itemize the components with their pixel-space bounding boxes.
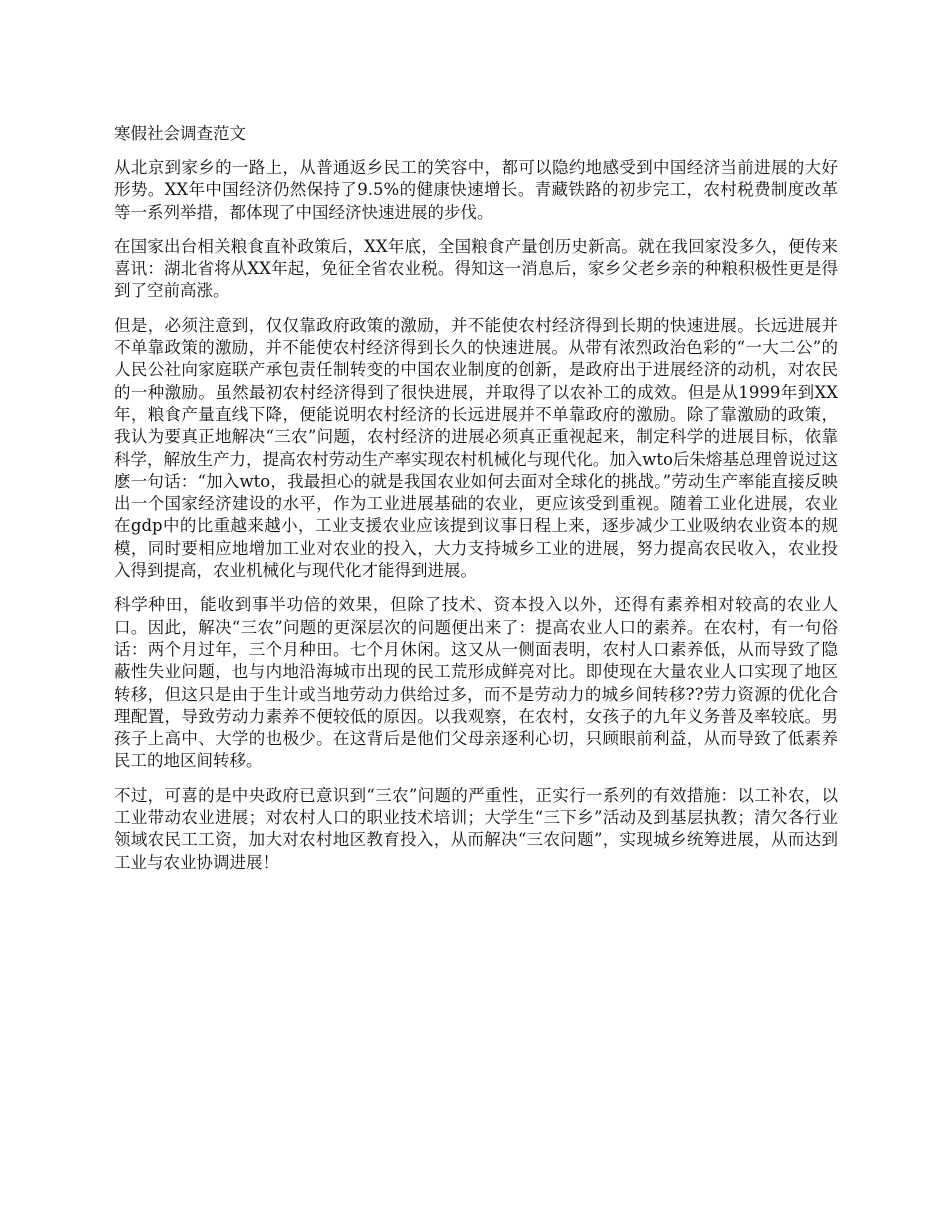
document-title: 寒假社会调查范文 [114, 124, 246, 143]
paragraph-5: 不过，可喜的是中央政府已意识到“三农”问题的严重性，正实行一系列的有效措施：以工补农，以工业带动农业进展；对农村人口的职业技术培训；大学生“三下乡”活动及到基层执教；清欠各行业领域农民工工资，加大对农村地区教育投入，从而解决“三农问题”，实现城乡统筹进展，从而达到工业与农业协调进展！ [114, 785, 838, 872]
paragraph-1: 从北京到家乡的一路上，从普通返乡民工的笑容中，都可以隐约地感受到中国经济当前进展的大好形势。XX年中国经济仍然保持了9.5%的健康快速增长。青藏铁路的初步完工，农村税费制度改革等一系列举措，都体现了中国经济快速进展的步伐。 [114, 158, 838, 222]
paragraph-2: 在国家出台相关粮食直补政策后，XX年底，全国粮食产量创历史新高。就在我回家没多久，便传来喜讯：湖北省将从XX年起，免征全省农业税。得知这一消息后，家乡父老乡亲的种粮积极性更是得到了空前高涨。 [114, 236, 838, 301]
paragraph-3: 但是，必须注意到，仅仅靠政府政策的激励，并不能使农村经济得到长期的快速进展。长远进展并不单靠政策的激励，并不能使农村经济得到长久的快速进展。从带有浓烈政治色彩的“一大二公”的人民公社向家庭联产承包责任制转变的中国农业制度的创新，是政府出于进展经济的动机，对农民的一种激励。虽然最初农村经济得到了很快进展，并取得了以农补工的成效。但是从1999年到XX年，粮食产量直线下降，便能说明农村经济的长远进展并不单靠政府的激励。除了靠激励的政策，我认为要真正地解决“三农”问题，农村经济的进展必须真正重视起来，制定科学的进展目标，依靠科学，解放生产力，提高农村劳动生产率实现农村机械化与现代化。加入wto后朱熔基总理曾说过这麽一句话：“加入wto，我最担心的就是我国农业如何去面对全球化的挑战。”劳动生产率能直接反映出一个国家经济建设的水平，作为工业进展基础的农业，更应该受到重视。随着工业化进展，农业在gdp中的比重越来越小，工业支援农业应该提到议事日程上来，逐步减少工业吸纳农业资本的规模，同时要相应地增加工业对农业的投入，大力支持城乡工业的进展，努力提高农民收入，农业投入得到提高，农业机械化与现代化才能得到进展。 [114, 315, 838, 581]
paragraph-4: 科学种田，能收到事半功倍的效果，但除了技术、资本投入以外，还得有素养相对较高的农业人口。因此，解决“三农”问题的更深层次的问题便出来了：提高农业人口的素养。在农村，有一句俗话：两个月过年，三个月种田。七个月休闲。这又从一侧面表明，农村人口素养低，从而导致了隐蔽性失业问题，也与内地沿海城市出现的民工荒形成鲜亮对比。即使现在大量农业人口实现了地区转移，但这只是由于生计或当地劳动力供给过多，而不是劳动力的城乡间转移??劳力资源的优化合理配置，导致劳动力素养不便较低的原因。以我观察，在农村，女孩子的九年义务普及率较底。男孩子上高中、大学的也极少。在这背后是他们父母亲逐利心切，只顾眼前利益，从而导致了低素养民工的地区间转移。 [114, 595, 838, 771]
document-page [114, 122, 838, 886]
